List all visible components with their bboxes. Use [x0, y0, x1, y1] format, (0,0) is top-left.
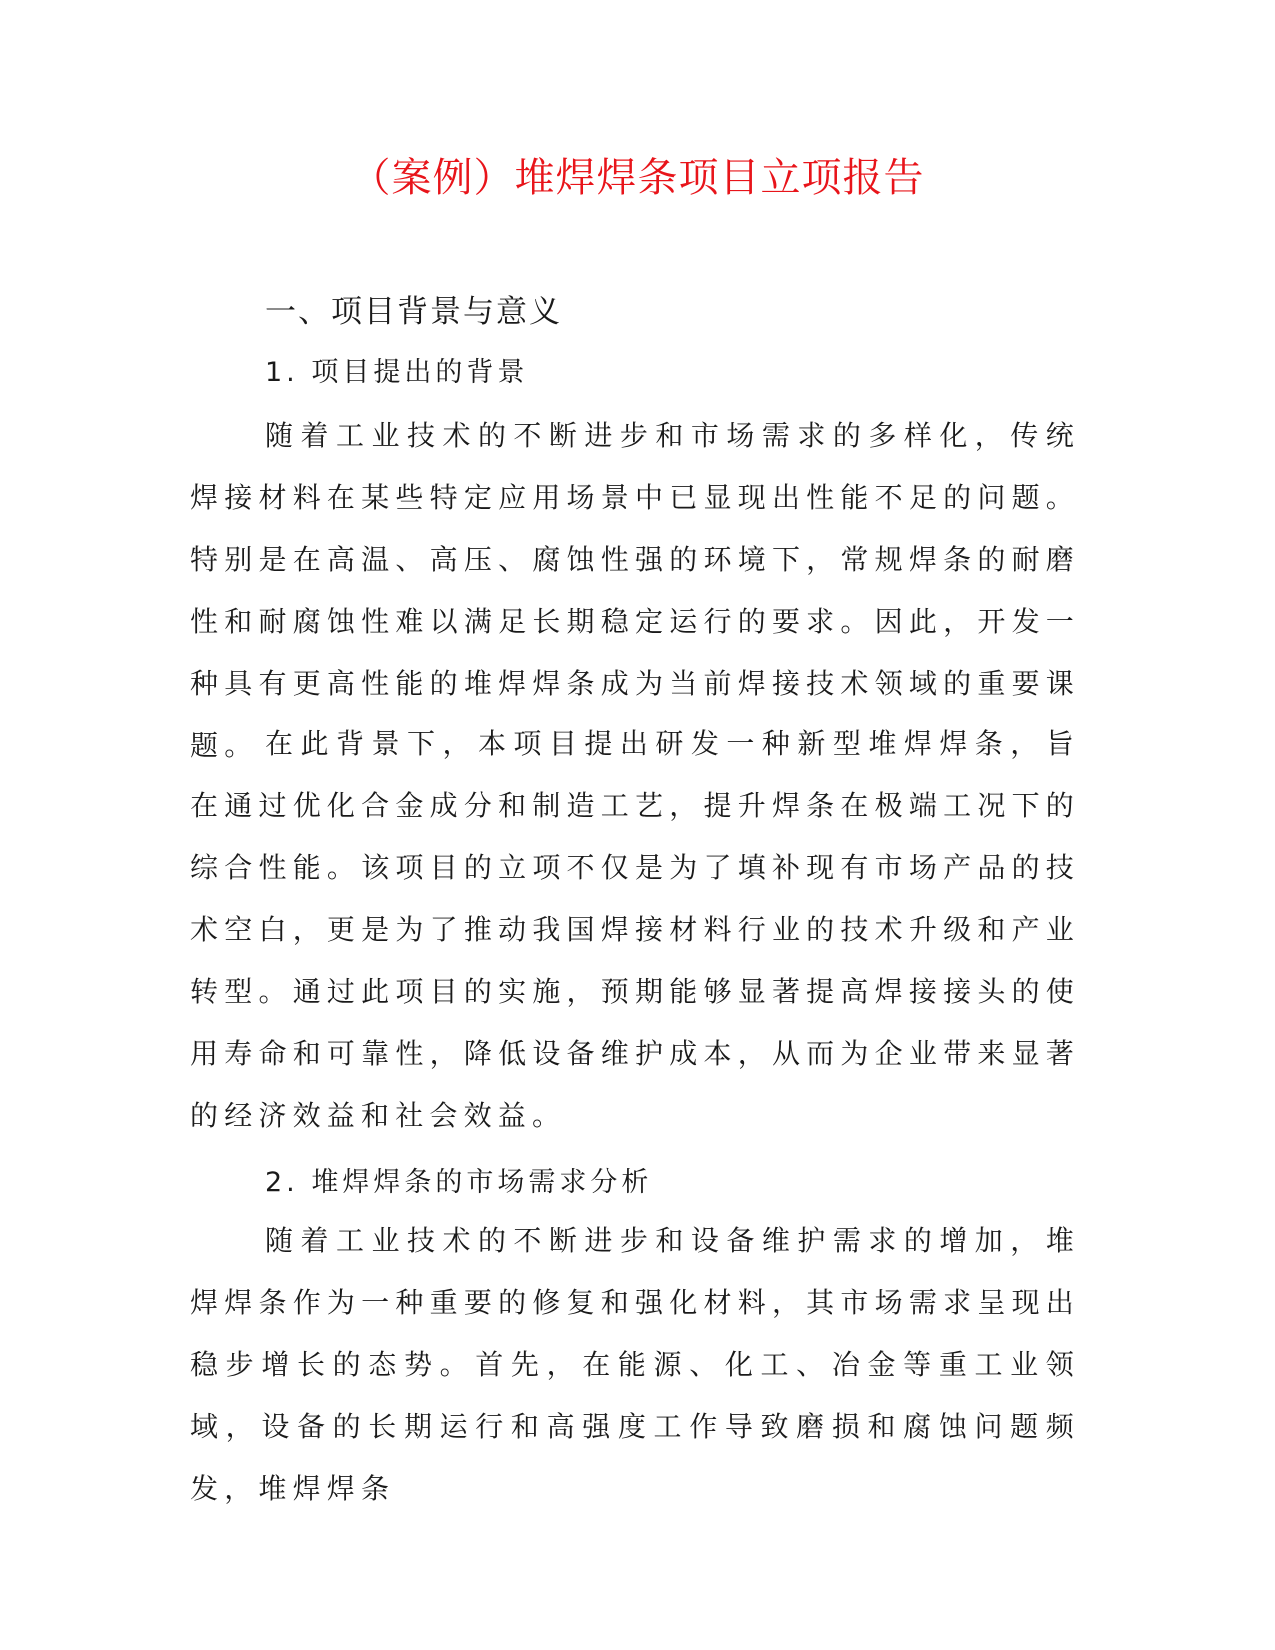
document-title: （案例）堆焊焊条项目立项报告	[350, 155, 925, 201]
subheading-market-demand: 2. 堆焊焊条的市场需求分析	[265, 1167, 653, 1198]
section-heading-background: 一、项目背景与意义	[265, 294, 562, 330]
paragraph-background-2: 在此背景下，本项目提出研发一种新型堆焊焊条，旨在通过优化合金成分和制造工艺，提升焊条在极端工况下的综合性能。该项目的立项不仅是为了填补现有市场产品的技术空白，更是为了推动我国焊接材料行业的技术升级和产业转型。通过此项目的实施，预期能够显著提高焊接接头的使用寿命和可靠性，降低设备维护成本，从而为企业带来显著的经济效益和社会效益。	[190, 727, 1080, 1132]
subheading-project-background: 1. 项目提出的背景	[265, 357, 529, 388]
paragraph-market-demand-1: 随着工业技术的不断进步和设备维护需求的增加，堆焊焊条作为一种重要的修复和强化材料，其市场需求呈现出稳步增长的态势。首先，在能源、化工、冶金等重工业领域，设备的长期运行和高强度工作导致磨损和腐蚀问题频发，堆焊焊条	[190, 1224, 1080, 1505]
paragraph-background-1: 随着工业技术的不断进步和市场需求的多样化，传统焊接材料在某些特定应用场景中已显现出性能不足的问题。特别是在高温、高压、腐蚀性强的环境下，常规焊条的耐磨性和耐腐蚀性难以满足长期稳定运行的要求。因此，开发一种具有更高性能的堆焊焊条成为当前焊接技术领域的重要课题。	[190, 419, 1080, 762]
